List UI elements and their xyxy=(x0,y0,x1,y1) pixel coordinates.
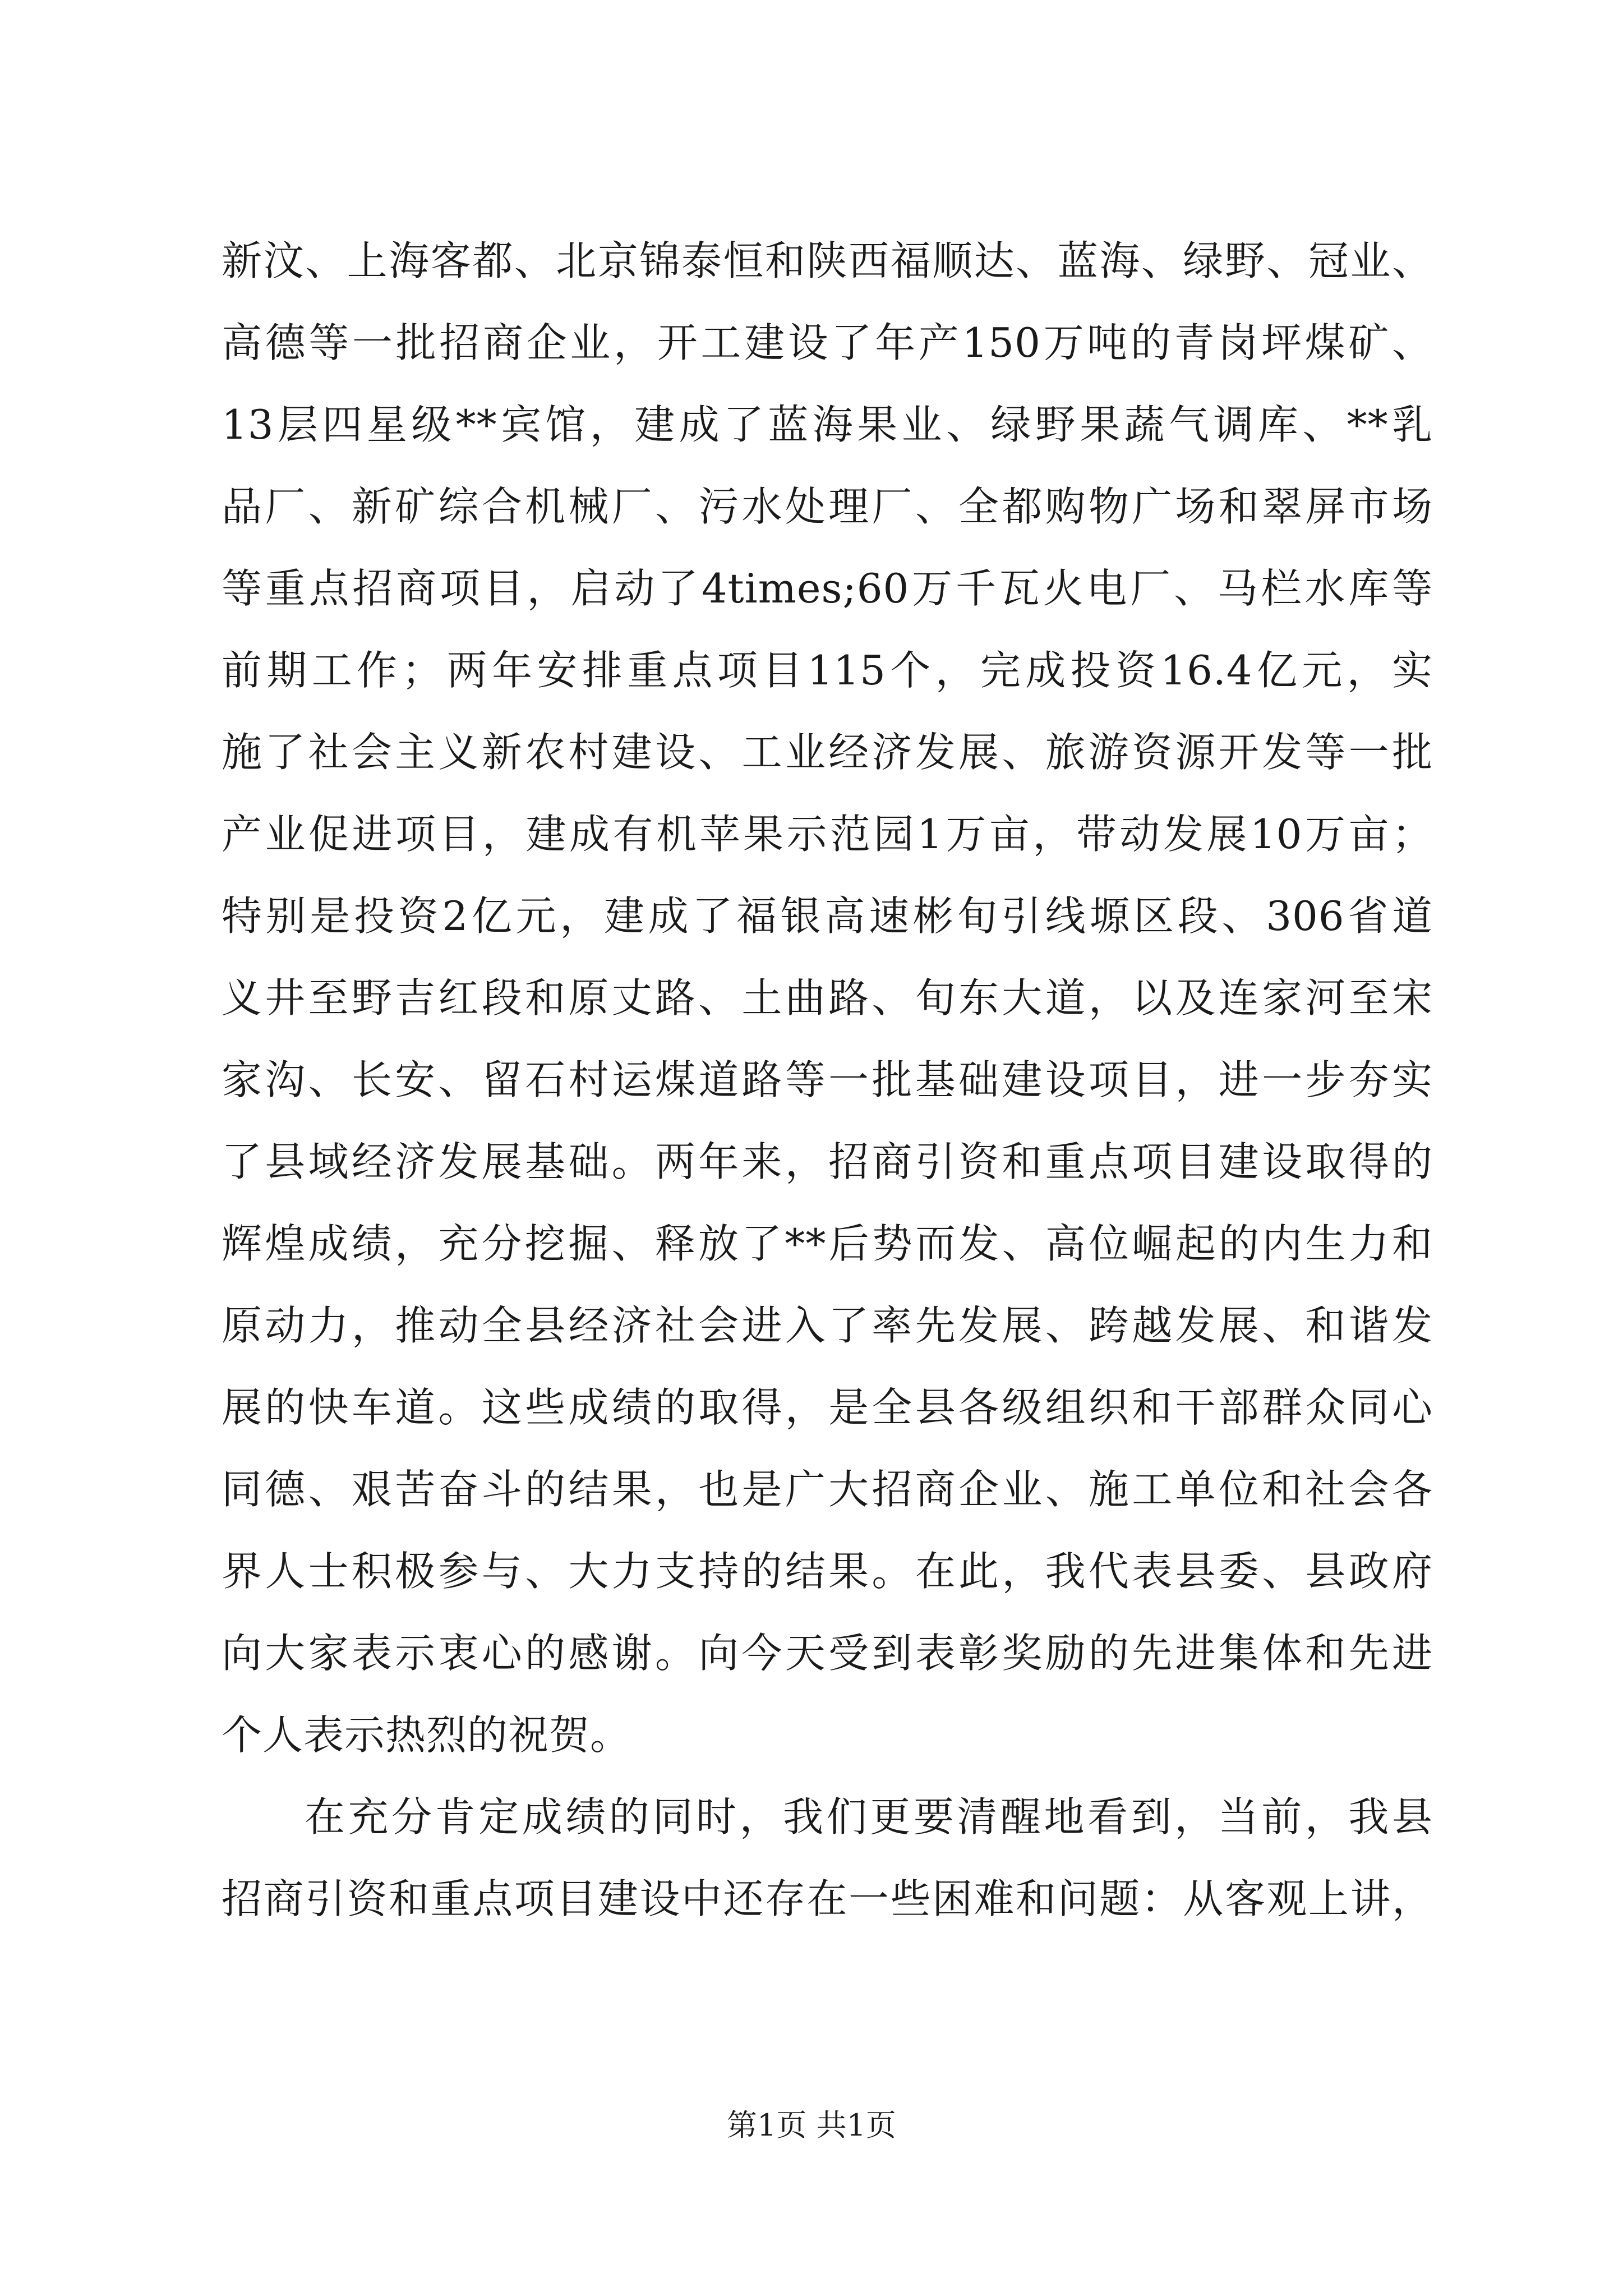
text-line: 界人士积极参与、大力支持的结果。在此，我代表县委、县政府 xyxy=(222,1548,1433,1595)
text-line: 新汶、上海客都、北京锦泰恒和陕西福顺达、蓝海、绿野、冠业、 xyxy=(222,237,1433,284)
text-line: 向大家表示衷心的感谢。向今天受到表彰奖励的先进集体和先进 xyxy=(222,1630,1433,1677)
text-line: 义井至野吉红段和原丈路、土曲路、旬东大道，以及连家河至宋 xyxy=(222,974,1433,1022)
text-line: 产业促进项目，建成有机苹果示范园1万亩，带动发展10万亩； xyxy=(222,811,1433,858)
text-line: 辉煌成绩，充分挖掘、释放了**后势而发、高位崛起的内生力和 xyxy=(222,1220,1433,1267)
text-line: 家沟、长安、留石村运煤道路等一批基础建设项目，进一步夯实 xyxy=(222,1056,1433,1103)
text-line: 品厂、新矿综合机械厂、污水处理厂、全都购物广场和翠屏市场 xyxy=(222,483,1433,530)
paragraph-first-line: 在充分肯定成绩的同时，我们更要清醒地看到，当前，我县 xyxy=(305,1793,1433,1841)
text-line: 13层四星级**宾馆，建成了蓝海果业、绿野果蔬气调库、**乳 xyxy=(222,401,1433,448)
text-line: 施了社会主义新农村建设、工业经济发展、旅游资源开发等一批 xyxy=(222,729,1433,776)
text-line: 展的快车道。这些成绩的取得，是全县各级组织和干部群众同心 xyxy=(222,1384,1433,1431)
text-line: 同德、艰苦奋斗的结果，也是广大招商企业、施工单位和社会各 xyxy=(222,1466,1433,1513)
document-body xyxy=(222,220,1433,1940)
text-line: 了县域经济发展基础。两年来，招商引资和重点项目建设取得的 xyxy=(222,1138,1433,1185)
paragraph-last-line: 个人表示热烈的祝贺。 xyxy=(222,1711,631,1759)
text-line: 特别是投资2亿元，建成了福银高速彬旬引线塬区段、306省道 xyxy=(222,892,1433,940)
text-line: 前期工作；两年安排重点项目115个，完成投资16.4亿元，实 xyxy=(222,647,1433,694)
text-line: 等重点招商项目，启动了4times;60万千瓦火电厂、马栏水库等 xyxy=(222,565,1433,612)
text-line: 招商引资和重点项目建设中还存在一些困难和问题：从客观上讲， xyxy=(222,1875,1433,1922)
text-line: 高德等一批招商企业，开工建设了年产150万吨的青岗坪煤矿、 xyxy=(222,319,1433,366)
text-line: 原动力，推动全县经济社会进入了率先发展、跨越发展、和谐发 xyxy=(222,1302,1433,1349)
page-footer: 第1页 共1页 xyxy=(727,2108,896,2143)
